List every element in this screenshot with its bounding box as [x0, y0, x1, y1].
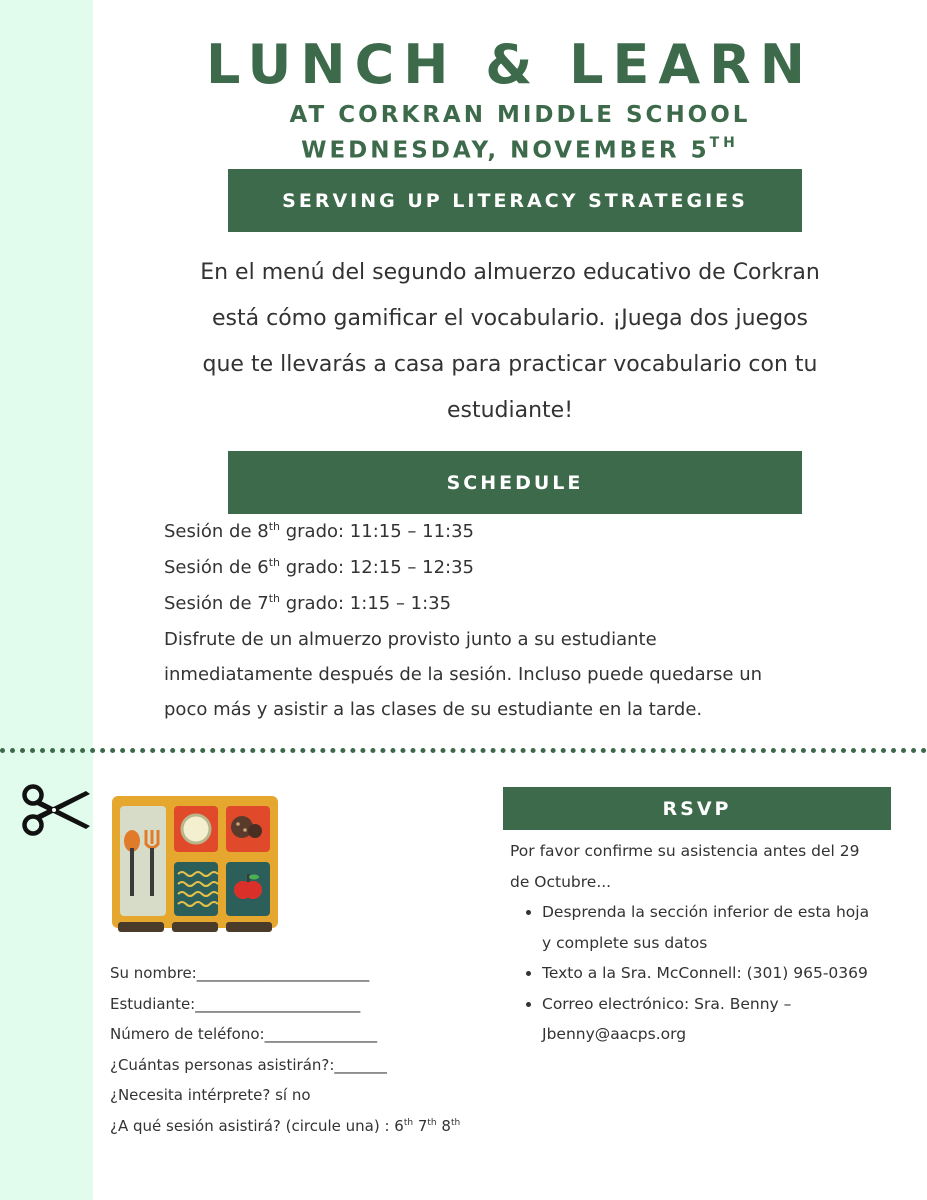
session-label: Sesión de: [164, 557, 258, 578]
session-option-suffix: th: [427, 1117, 437, 1128]
lunch-note-line: Disfrute de un almuerzo provisto junto a su estudiante: [164, 629, 657, 650]
session-grade: 7: [257, 593, 269, 614]
rsvp-item-text-message: [542, 958, 905, 989]
page-title: LUNCH & LEARN: [206, 33, 814, 96]
lunch-note-line: inmediatamente después de la sesión. Incluso puede quedarse un: [164, 664, 763, 685]
session-option-suffix: th: [450, 1117, 461, 1128]
session-grade: 6: [257, 557, 269, 578]
session-grade-suffix: th: [268, 592, 280, 605]
intro-line: que te llevarás a casa para practicar vocabulario con tu: [202, 352, 818, 377]
session-option-7[interactable]: 7: [417, 1116, 428, 1135]
schedule-section: [164, 514, 864, 727]
session-label: Sesión de: [164, 521, 258, 542]
session-line-7th: [164, 586, 864, 622]
rsvp-intro-line: de Octubre...: [510, 872, 612, 891]
strategies-banner: SERVING UP LITERACY STRATEGIES: [228, 169, 802, 232]
session-grade-suffix: th: [268, 556, 280, 569]
session-option-6[interactable]: 6: [394, 1116, 404, 1135]
rsvp-item-detach: [542, 897, 905, 958]
rsvp-item-text: y complete sus datos: [542, 933, 708, 952]
rsvp-banner: RSVP: [503, 787, 891, 830]
event-date-main: WEDNESDAY, NOVEMBER 5: [301, 137, 710, 164]
rsvp-form: [110, 958, 510, 1141]
form-phone-field[interactable]: Número de teléfono:_______________: [110, 1025, 378, 1043]
form-name-field[interactable]: Su nombre:_______________________: [110, 964, 370, 982]
form-people-field[interactable]: ¿Cuántas personas asistirán?:_______: [110, 1055, 387, 1074]
intro-line: está cómo gamificar el vocabulario. ¡Juega dos juegos: [212, 306, 808, 331]
rsvp-list: [510, 897, 905, 1050]
rsvp-intro-line: Por favor confirme su asistencia antes del 29: [510, 842, 860, 860]
schedule-banner: SCHEDULE: [228, 451, 802, 514]
session-grade: 8: [257, 521, 269, 542]
intro-paragraph: [140, 250, 880, 434]
session-option-suffix: th: [403, 1117, 414, 1128]
rsvp-item-text: Correo electrónico: Sra. Benny –: [542, 994, 792, 1013]
form-session-label: ¿A qué sesión asistirá? (circule una) :: [110, 1116, 395, 1135]
intro-line: En el menú del segundo almuerzo educativo de Corkran: [200, 260, 820, 285]
session-option-8[interactable]: 8: [441, 1116, 451, 1135]
scissors-icon: [20, 782, 92, 838]
cut-line-divider: [0, 748, 927, 753]
rsvp-item-text: Texto a la Sra. McConnell: (301) 965-0369: [542, 964, 868, 982]
session-time: grado: 11:15 – 11:35: [280, 521, 474, 542]
session-label: Sesión de: [164, 593, 258, 614]
rsvp-instructions: [510, 836, 905, 1050]
form-session-field[interactable]: [110, 1111, 510, 1142]
form-student-field[interactable]: Estudiante:______________________: [110, 994, 361, 1013]
session-grade-suffix: th: [268, 520, 280, 533]
session-time: grado: 1:15 – 1:35: [280, 593, 452, 614]
rsvp-item-email: [542, 989, 905, 1050]
session-line-6th: [164, 550, 864, 586]
event-date: [250, 130, 790, 166]
rsvp-item-text: Desprenda la sección inferior de esta hoja: [542, 903, 870, 921]
session-line-8th: [164, 514, 864, 550]
event-date-suffix: TH: [709, 135, 739, 151]
lunch-tray-icon: [112, 796, 280, 936]
left-decorative-strip: [0, 0, 93, 1200]
rsvp-email-link[interactable]: Jbenny@aacps.org: [542, 1025, 687, 1043]
lunch-note-line: poco más y asistir a las clases de su estudiante en la tarde.: [164, 699, 703, 720]
session-time: grado: 12:15 – 12:35: [280, 557, 474, 578]
intro-line: estudiante!: [446, 398, 574, 423]
form-interpreter-field[interactable]: ¿Necesita intérprete? sí no: [110, 1086, 311, 1104]
school-subtitle: AT CORKRAN MIDDLE SCHOOL: [289, 102, 751, 128]
